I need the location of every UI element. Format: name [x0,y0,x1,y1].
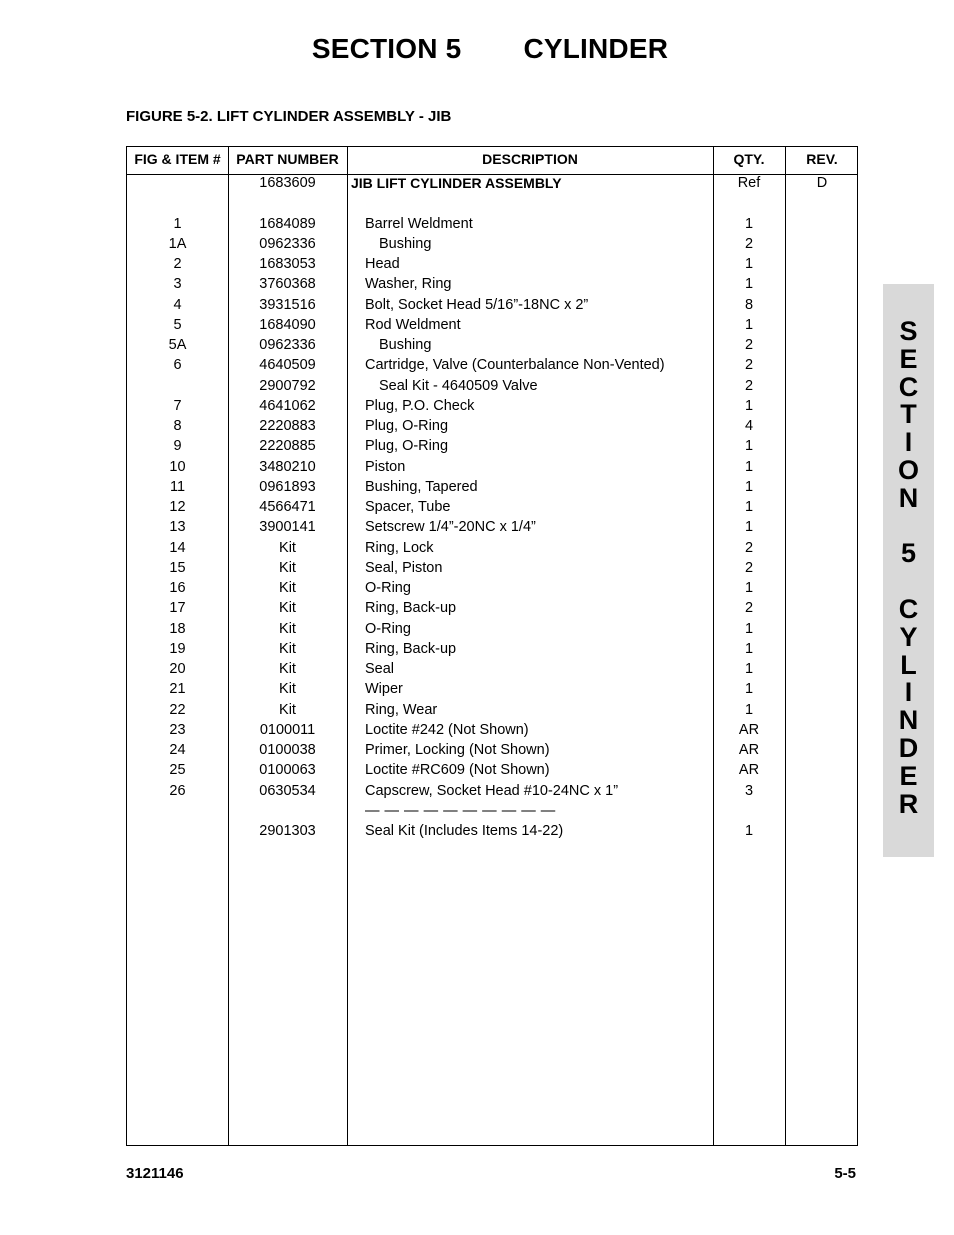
rev-cell [785,804,859,824]
side-tab-letter [883,513,934,541]
table-row [127,460,857,480]
fig-item-cell: 12 [169,499,186,515]
side-tab-letter: T [900,399,917,430]
fig-item-cell [127,379,228,399]
qty-cell [713,804,785,824]
part-number-cell: 1684090 [259,316,316,333]
table-row [127,439,857,459]
description-cell: Bushing [379,235,432,252]
rev-cell [785,257,859,277]
fig-item-cell [127,176,228,196]
fig-item-cell: 2 [173,256,182,272]
fig-item-cell: 14 [169,539,186,556]
part-number-cell: 1684089 [259,215,316,232]
table-row [127,419,857,439]
description-cell: Ring, Back-up [365,640,457,657]
rev-cell [785,642,859,662]
qty-cell: 2 [744,377,754,394]
side-tab-letter [883,568,934,596]
qty-cell: 1 [744,316,754,333]
fig-item-cell: 22 [169,701,186,718]
fig-item-cell: 1A [168,235,187,252]
table-row [127,500,857,520]
table-row [127,257,857,277]
rev-cell [785,439,859,459]
fig-item-cell: 5A [168,337,187,353]
rev-cell: D [816,175,828,191]
part-number-cell: 1683609 [259,175,316,191]
table-row [127,277,857,297]
table-row [127,338,857,358]
table-row [127,217,857,237]
rev-cell [785,622,859,642]
table-row [127,318,857,338]
table-row [127,622,857,642]
rev-cell [785,217,859,237]
fig-item-cell: 25 [169,762,186,779]
table-row [127,682,857,702]
qty-cell: AR [738,762,760,779]
part-number-cell: 4641062 [259,397,316,414]
description-cell: Rod Weldment [365,316,461,333]
description-cell: Bushing [379,337,432,353]
part-number-cell: 0962336 [259,235,316,252]
qty-cell: AR [738,742,760,758]
figure-title: FIGURE 5-2. LIFT CYLINDER ASSEMBLY - JIB [126,108,452,125]
part-number-cell: 0100063 [259,762,316,779]
fig-item-cell: 7 [173,397,182,414]
fig-item-cell: 16 [169,580,186,596]
table-row [127,642,857,662]
qty-cell: 2 [744,600,754,617]
part-number-cell: 0630534 [259,782,316,799]
fig-item-cell: 20 [169,661,186,677]
part-number-cell: 2220883 [259,418,316,434]
header-fig-item: FIG & ITEM # [134,151,221,167]
qty-cell: 2 [744,235,754,252]
parts-table [126,146,858,1146]
part-number-cell: 2900792 [259,377,316,394]
table-row [127,723,857,743]
description-cell: Bolt, Socket Head 5/16”-18NC x 2” [365,296,589,313]
section-title [0,33,954,65]
qty-cell: 1 [744,519,754,536]
rev-cell [785,338,859,358]
rev-cell [785,419,859,439]
description-cell: O-Ring [365,580,411,596]
side-tab-letter: L [900,649,917,680]
qty-cell: 1 [744,438,754,455]
part-number-cell: 4566471 [259,499,316,515]
fig-item-cell: 11 [169,478,186,495]
rev-cell [785,379,859,399]
table-body [127,176,857,844]
qty-cell: 1 [744,823,754,839]
qty-cell: 8 [744,296,754,313]
rev-cell [785,824,859,844]
part-number-cell: Kit [279,559,296,576]
description-cell: Plug, P.O. Check [365,397,475,414]
part-number-cell: 3931516 [259,296,316,313]
table-row [127,520,857,540]
part-number-cell: Kit [279,701,296,718]
side-tab-letter: C [898,593,919,624]
description-cell: Plug, O-Ring [365,418,449,434]
part-number-cell: Kit [279,681,296,698]
description-cell: Setscrew 1/4”-20NC x 1/4” [365,519,536,536]
table-row [127,399,857,419]
rev-cell [785,399,859,419]
description-cell: Bushing, Tapered [365,478,478,495]
qty-cell: 1 [744,640,754,657]
qty-cell: 1 [744,276,754,293]
side-tab-letter: I [904,677,913,708]
rev-cell [785,682,859,702]
table-row [127,480,857,500]
side-tab-letter: C [898,371,919,402]
rev-cell [785,500,859,520]
side-tab-letter: I [904,427,913,458]
description-cell: Spacer, Tube [365,499,451,515]
table-row [127,561,857,581]
fig-item-cell: 4 [173,296,182,313]
rev-cell [785,460,859,480]
table-row [127,601,857,621]
description-cell: Capscrew, Socket Head #10-24NC x 1” [365,782,619,799]
part-number-cell: 0961893 [259,478,316,495]
description-cell: Cartridge, Valve (Counterbalance Non-Vented) [365,357,665,374]
qty-cell: 1 [744,397,754,414]
page-number: 5-5 [834,1165,856,1182]
table-row [127,379,857,399]
qty-cell: 2 [744,357,754,374]
description-cell: JIB LIFT CYLINDER ASSEMBLY [351,175,562,191]
part-number-cell: 3900141 [259,519,316,536]
table-row [127,662,857,682]
side-tab-letter: S [899,316,918,346]
side-tab-letter: E [899,343,918,374]
section-side-tab [883,284,934,857]
header-description: DESCRIPTION [482,151,578,167]
header-part-number: PART NUMBER [236,151,339,167]
rev-cell [785,298,859,318]
qty-cell: 1 [744,580,754,596]
part-number-cell: 3760368 [259,276,316,293]
rev-cell [785,662,859,682]
description-cell: Ring, Lock [365,539,434,556]
fig-item-cell: 18 [169,620,186,637]
part-number-cell: Kit [279,580,296,596]
table-spacer-row [127,196,857,216]
fig-item-cell: 8 [173,418,182,434]
part-number-cell [228,804,347,824]
fig-item-cell: 17 [169,600,186,617]
fig-item-cell: 5 [173,316,182,333]
table-row [127,703,857,723]
rev-cell [785,784,859,804]
rev-cell [785,561,859,581]
rev-cell [785,581,859,601]
rev-cell [785,358,859,378]
rev-cell [785,318,859,338]
rev-cell [785,743,859,763]
header-rev: REV. [806,151,838,167]
side-tab-letter: 5 [900,538,917,569]
part-number-cell: Kit [279,661,296,677]
description-cell: Washer, Ring [365,276,452,293]
description-cell: — — — — — — — — — — [365,802,556,819]
side-tab-letter: N [898,705,919,736]
section-label: SECTION 5 [311,33,462,64]
qty-cell: 3 [744,782,754,799]
rev-cell [785,541,859,561]
rev-cell [785,277,859,297]
fig-item-cell: 6 [173,357,182,374]
part-number-cell: Kit [279,539,296,556]
rev-cell [785,601,859,621]
description-cell: Seal, Piston [365,559,443,576]
fig-item-cell: 9 [173,438,182,455]
qty-cell: 1 [744,478,754,495]
side-tab-letter: O [897,454,919,485]
table-row [127,743,857,763]
fig-item-cell: 24 [169,742,186,758]
description-cell: Ring, Back-up [365,600,457,617]
qty-cell: 1 [744,256,754,272]
qty-cell: AR [738,721,760,738]
qty-cell: 1 [744,620,754,637]
table-row [127,541,857,561]
side-tab-text [883,318,934,818]
fig-item-cell: 10 [169,458,186,475]
rev-cell [785,703,859,723]
fig-item-cell [127,804,228,824]
rev-cell [785,723,859,743]
qty-cell: 4 [744,418,754,434]
table-row [127,824,857,844]
qty-cell: 1 [744,681,754,698]
fig-item-cell: 15 [169,559,186,576]
qty-cell: 1 [744,701,754,718]
table-row [127,176,857,196]
side-tab-letter: N [898,482,919,513]
fig-item-cell: 19 [169,640,186,657]
fig-item-cell: 13 [169,519,186,536]
qty-cell: 2 [744,559,754,576]
rev-cell [785,480,859,500]
header-qty: QTY. [733,151,765,167]
part-number-cell: 3480210 [259,458,316,475]
description-cell: Seal Kit (Includes Items 14-22) [365,823,564,839]
qty-cell: 2 [744,337,754,353]
fig-item-cell: 1 [173,215,182,232]
description-cell: Primer, Locking (Not Shown) [365,742,550,758]
table-row [127,237,857,257]
table-row [127,358,857,378]
table-row [127,581,857,601]
qty-cell: Ref [737,175,761,191]
description-cell: Ring, Wear [365,701,438,718]
part-number-cell: 1683053 [259,256,316,272]
fig-item-cell [127,824,228,844]
description-cell: O-Ring [365,620,411,637]
part-number-cell: Kit [279,620,296,637]
rev-cell [785,763,859,783]
qty-cell: 1 [744,215,754,232]
table-row [127,804,857,824]
part-number-cell: 2901303 [259,823,316,839]
description-cell: Seal Kit - 4640509 Valve [379,377,538,394]
part-number-cell: Kit [279,640,296,657]
description-cell: Barrel Weldment [365,215,473,232]
table-row [127,298,857,318]
doc-number: 3121146 [126,1165,184,1182]
qty-cell: 1 [744,661,754,677]
description-cell: Piston [365,458,406,475]
part-number-cell: 4640509 [259,357,316,374]
fig-item-cell: 3 [173,276,182,293]
qty-cell: 2 [744,539,754,556]
part-number-cell: 2220885 [259,438,316,455]
rev-cell [785,237,859,257]
fig-item-cell: 21 [169,681,186,698]
description-cell: Loctite #242 (Not Shown) [365,721,529,738]
section-name: CYLINDER [523,33,669,64]
qty-cell: 1 [744,458,754,475]
part-number-cell: 0100038 [259,742,316,758]
qty-cell: 1 [744,499,754,515]
description-cell: Seal [365,661,395,677]
side-tab-letter: E [899,760,918,791]
description-cell: Wiper [365,681,403,698]
side-tab-letter: D [898,732,919,763]
part-number-cell: Kit [279,600,296,617]
table-row [127,784,857,804]
fig-item-cell: 26 [169,782,186,799]
part-number-cell: 0962336 [259,337,316,353]
description-cell: Plug, O-Ring [365,438,449,455]
part-number-cell: 0100011 [259,721,316,738]
fig-item-cell: 23 [169,721,186,738]
rev-cell [785,520,859,540]
side-tab-letter: R [898,788,919,819]
table-row [127,763,857,783]
description-cell: Head [365,256,400,272]
description-cell: Loctite #RC609 (Not Shown) [365,762,550,779]
side-tab-letter: Y [899,621,918,652]
